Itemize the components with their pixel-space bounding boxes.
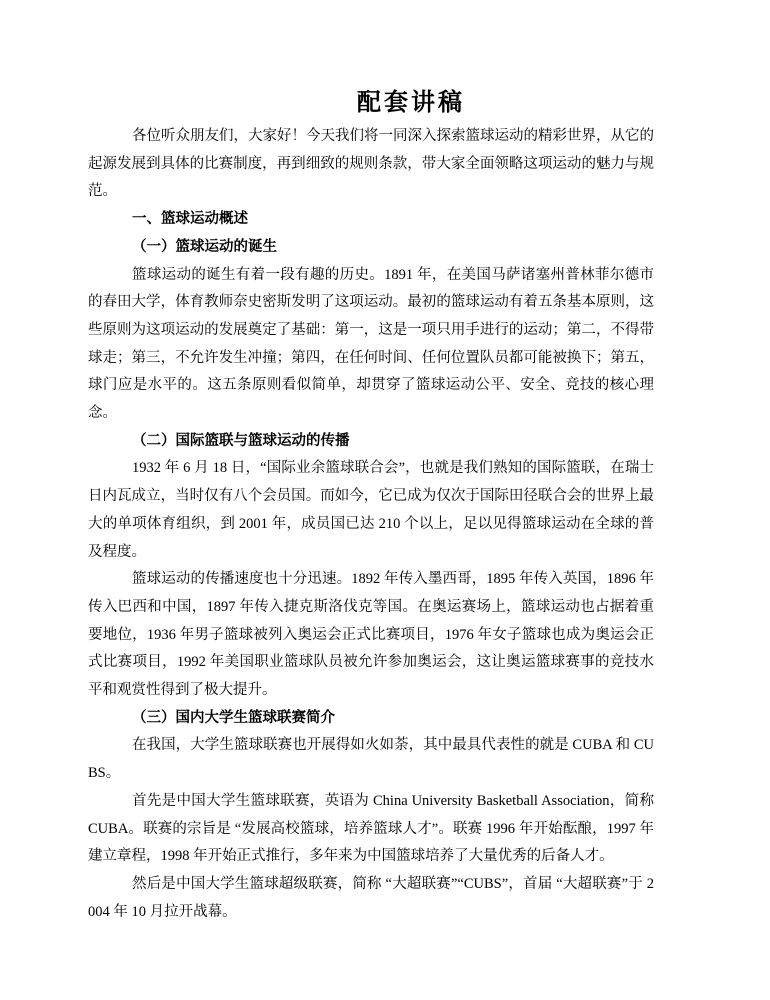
- paragraph-intro: 各位听众朋友们，大家好！今天我们将一同深入探索篮球运动的精彩世界，从它的起源发展到具体的比赛制度，再到细致的规则条款，带大家全面领略这项运动的魅力与规范。: [88, 128, 654, 200]
- paragraph-fiba-founding: 1932 年 6 月 18 日，“国际业余篮球联合会”，也就是我们熟知的国际篮联，在瑞士日内瓦成立，当时仅有八个会员国。而如今，它已成为仅次于国际田径联合会的世界上最大的单项体育组织，到 2001 年，成员国已达 210 个以上，足以见得篮球运动在全球的普及程度。: [88, 460, 654, 560]
- heading-1-1-birth-of-basketball: （一）篮球运动的诞生: [132, 238, 277, 255]
- document-title: 配套讲稿: [357, 90, 465, 116]
- heading-section-1-overview: 一、篮球运动概述: [132, 211, 248, 228]
- paragraph-global-spread: 篮球运动的传播速度也十分迅速。1892 年传入墨西哥，1895 年传入英国，1896 年传入巴西和中国，1897 年传入捷克斯洛伐克等国。在奥运赛场上，篮球运动也占据着重要地位，1936 年男子篮球被列入奥运会正式比赛项目，1976 年女子篮球也成为奥运会正式比赛项目，1992 年美国职业篮球队员被允许参加奥运会，这让奥运篮球赛事的竞技水平和观赏性得到了极大提升。: [88, 571, 654, 699]
- paragraph-birth-history: 篮球运动的诞生有着一段有趣的历史。1891 年，在美国马萨诸塞州普林菲尔德市的春田大学，体育教师奈史密斯发明了这项运动。最初的篮球运动有着五条基本原则，这些原则为这项运动的发展奠定了基础：第一，这是一项只用手进行的运动；第二，不得带球走；第三，不允许发生冲撞；第四，在任何时间、任何位置队员都可能被换下；第五，球门应是水平的。这五条原则看似简单，却贯穿了篮球运动公平、安全、竞技的核心理念。: [88, 266, 654, 422]
- heading-1-2-fiba-and-spread: （二）国际篮联与篮球运动的传播: [132, 432, 350, 449]
- paragraph-domestic-leagues-intro: 在我国，大学生篮球联赛也开展得如火如荼，其中最具代表性的就是 CUBA 和 CUBS。: [88, 737, 654, 782]
- heading-1-3-domestic-college-leagues: （三）国内大学生篮球联赛简介: [132, 709, 335, 726]
- paragraph-cubs-league: 然后是中国大学生篮球超级联赛，简称 “大超联赛”“CUBS”，首届 “大超联赛”于 2004 年 10 月拉开战幕。: [88, 875, 654, 920]
- paragraph-cuba-league: 首先是中国大学生篮球联赛，英语为 China University Basketball Association，简称 CUBA。联赛的宗旨是 “发展高校篮球，培养篮球人才”。联赛 1996 年开始酝酿，1997 年建立章程，1998 年开始正式推行，多年来为中国篮球培养了大量优秀的后备人才。: [88, 792, 654, 865]
